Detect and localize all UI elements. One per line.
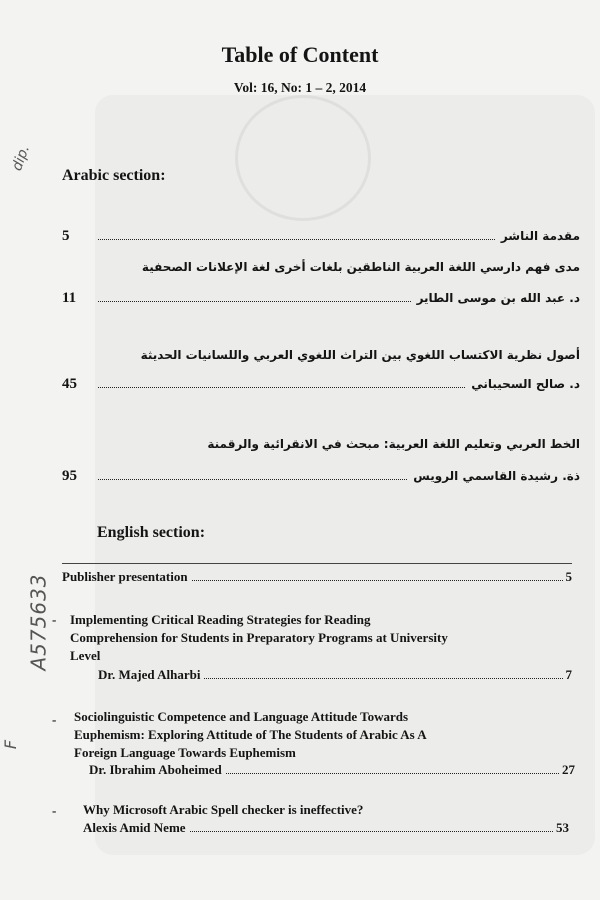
dot-leader: [98, 300, 411, 302]
entry-title: Foreign Language Towards Euphemism: [74, 745, 296, 760]
entry-title: Comprehension for Students in Preparatory Programs at University: [70, 630, 448, 645]
entry-author: Alexis Amid Neme: [83, 820, 186, 835]
toc-entry[interactable]: [98, 667, 572, 683]
entry-title: Why Microsoft Arabic Spell checker is ineffective?: [83, 802, 364, 817]
page-number: 53: [556, 820, 569, 835]
entry-title: Implementing Critical Reading Strategies for Reading: [70, 612, 371, 627]
dot-leader: [98, 386, 465, 388]
entry-title: Sociolinguistic Competence and Language Attitude Towards: [74, 709, 409, 724]
toc-entry[interactable]: [62, 290, 580, 307]
entry-bullet: -: [52, 712, 57, 727]
entry-author: Dr. Ibrahim Aboheimed: [89, 762, 222, 777]
entry-bullet: -: [52, 803, 57, 818]
entry-title: مدى فهم دارسي اللغة العربية الناطقين بلغات أخرى لغة الإعلانات الصحفية: [141, 260, 580, 274]
entry-title: Euphemism: Exploring Attitude of The Students of Arabic As A: [74, 727, 427, 742]
page-title: Table of Content: [221, 42, 379, 67]
toc-entry[interactable]: [62, 228, 580, 245]
page-number: 7: [565, 667, 572, 682]
page-number: 45: [62, 376, 77, 392]
entry-title: الخط العربي وتعليم اللغة العربية: مبحث في الانقرائية والرقمنة: [207, 437, 580, 451]
dot-leader: [192, 579, 563, 581]
toc-entry[interactable]: [89, 762, 575, 778]
margin-note: F: [1, 739, 21, 750]
page-number: 11: [62, 290, 77, 306]
section-divider: [62, 563, 572, 564]
dot-leader: [190, 830, 553, 832]
entry-author: ذة. رشيدة القاسمي الرويس: [413, 469, 580, 483]
arabic-section-heading: Arabic section:: [62, 167, 166, 184]
dot-leader: [226, 772, 559, 774]
margin-note: A575633: [26, 573, 51, 671]
entry-title: أصول نظرية الاكتساب اللغوي بين التراث اللغوي العربي واللسانيات الحديثة: [140, 348, 580, 362]
toc-entry[interactable]: [62, 569, 572, 585]
english-section-heading: English section:: [97, 524, 206, 541]
margin-note: dip.: [9, 142, 34, 174]
toc-entry[interactable]: [62, 376, 580, 393]
entry-author: د. عبد الله بن موسى الطاير: [416, 291, 580, 305]
page-number: 27: [562, 762, 575, 777]
entry-author: Dr. Majed Alharbi: [98, 667, 201, 682]
page-number: 5: [62, 228, 70, 244]
toc-entry[interactable]: [62, 468, 580, 485]
entry-title: مقدمة الناشر: [500, 229, 580, 243]
entry-author: د. صالح السحيباني: [471, 377, 580, 391]
volume-info: Vol: 16, No: 1 – 2, 2014: [233, 80, 367, 95]
page-number: 95: [62, 468, 77, 484]
entry-title: Level: [70, 648, 101, 663]
dot-leader: [98, 478, 407, 480]
entry-title: Publisher presentation: [62, 569, 188, 584]
watermark-emblem: [235, 95, 371, 221]
dot-leader: [204, 677, 562, 679]
dot-leader: [98, 238, 495, 240]
entry-bullet: -: [52, 612, 57, 627]
page-number: 5: [565, 569, 572, 584]
toc-entry[interactable]: [83, 820, 569, 836]
